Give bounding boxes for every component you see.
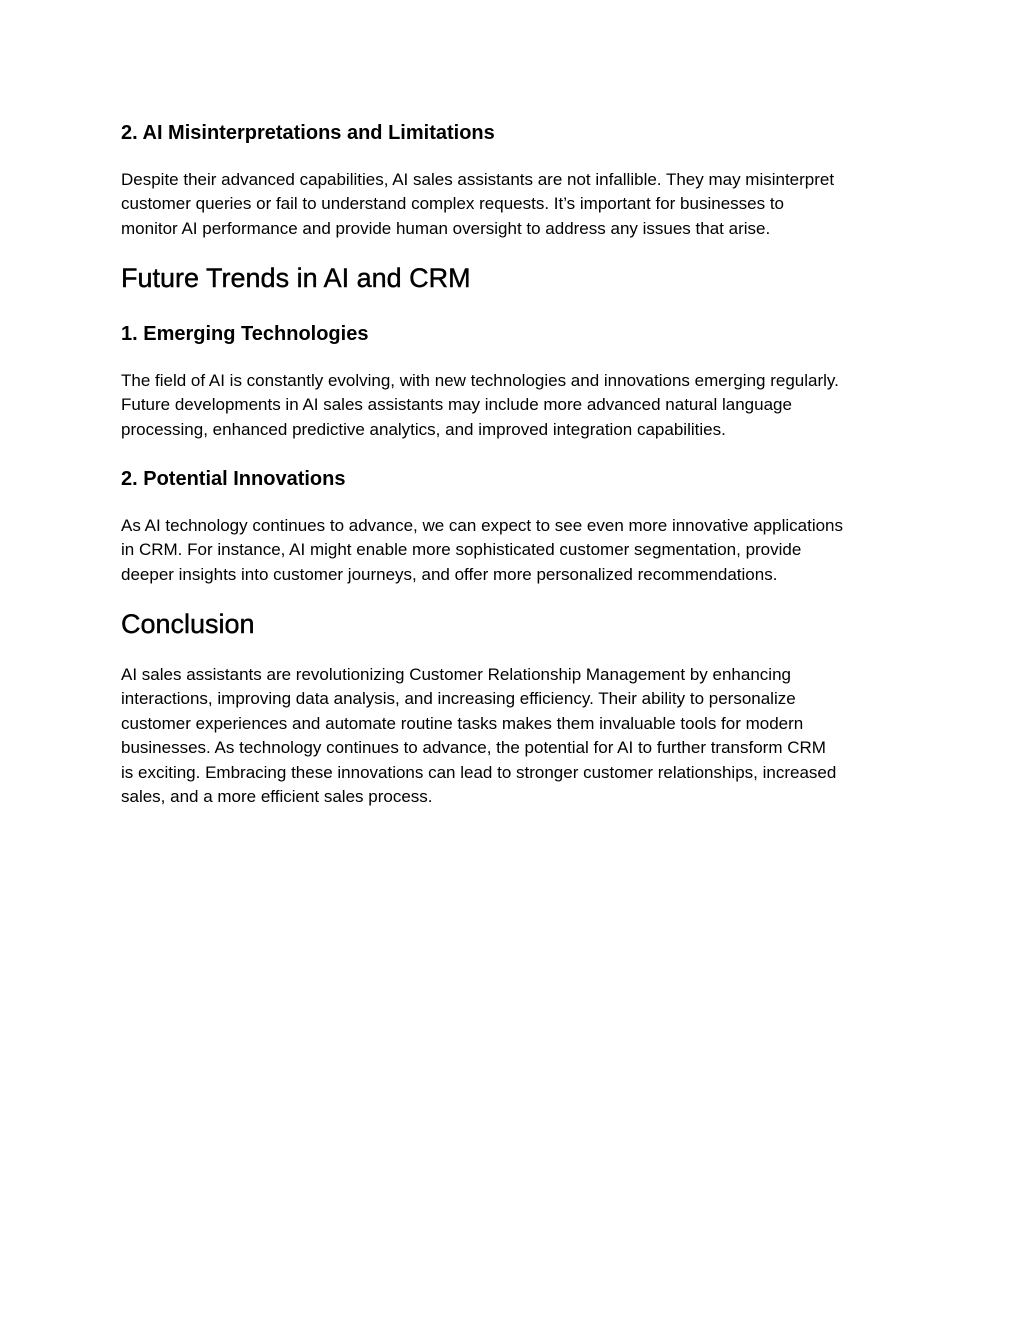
paragraph-line: The field of AI is constantly evolving, with new technologies and innovations emerging regularly. (121, 371, 839, 390)
heading-emerging-technologies: 1. Emerging Technologies (121, 323, 369, 345)
heading-future-trends: Future Trends in AI and CRM (121, 263, 471, 293)
heading-potential-innovations: 2. Potential Innovations (121, 468, 346, 490)
paragraph-potential-innovations (121, 514, 911, 587)
paragraph-line: sales, and a more efficient sales process. (121, 787, 433, 807)
paragraph-conclusion (121, 663, 911, 809)
paragraph-line: customer queries or fail to understand complex requests. It’s important for businesses to (121, 194, 785, 214)
paragraph-line: in CRM. For instance, AI might enable more sophisticated customer segmentation, provide (121, 540, 802, 560)
heading-conclusion: Conclusion (121, 609, 255, 639)
paragraph-line: Despite their advanced capabilities, AI sales assistants are not infallible. They may misinterpret (121, 170, 835, 189)
paragraph-line: customer experiences and automate routine tasks makes them invaluable tools for modern (121, 713, 804, 733)
paragraph-emerging-technologies (121, 369, 911, 442)
paragraph-line: AI sales assistants are revolutionizing Customer Relationship Management by enhancing (121, 665, 791, 684)
paragraph-line: deeper insights into customer journeys, and offer more personalized recommendations. (121, 564, 778, 584)
heading-ai-misinterpretations: 2. AI Misinterpretations and Limitations (121, 122, 495, 144)
paragraph-ai-misinterpretations (121, 168, 911, 241)
paragraph-line: As AI technology continues to advance, we can expect to see even more innovative applications (121, 516, 844, 535)
paragraph-line: Future developments in AI sales assistants may include more advanced natural language (121, 395, 792, 415)
paragraph-line: businesses. As technology continues to advance, the potential for AI to further transform CRM (121, 738, 826, 758)
paragraph-line: interactions, improving data analysis, and increasing efficiency. Their ability to personalize (121, 689, 796, 709)
paragraph-line: monitor AI performance and provide human oversight to address any issues that arise. (121, 218, 771, 238)
paragraph-line: is exciting. Embracing these innovations can lead to stronger customer relationships, increased (121, 762, 837, 782)
paragraph-line: processing, enhanced predictive analytics, and improved integration capabilities. (121, 419, 726, 439)
